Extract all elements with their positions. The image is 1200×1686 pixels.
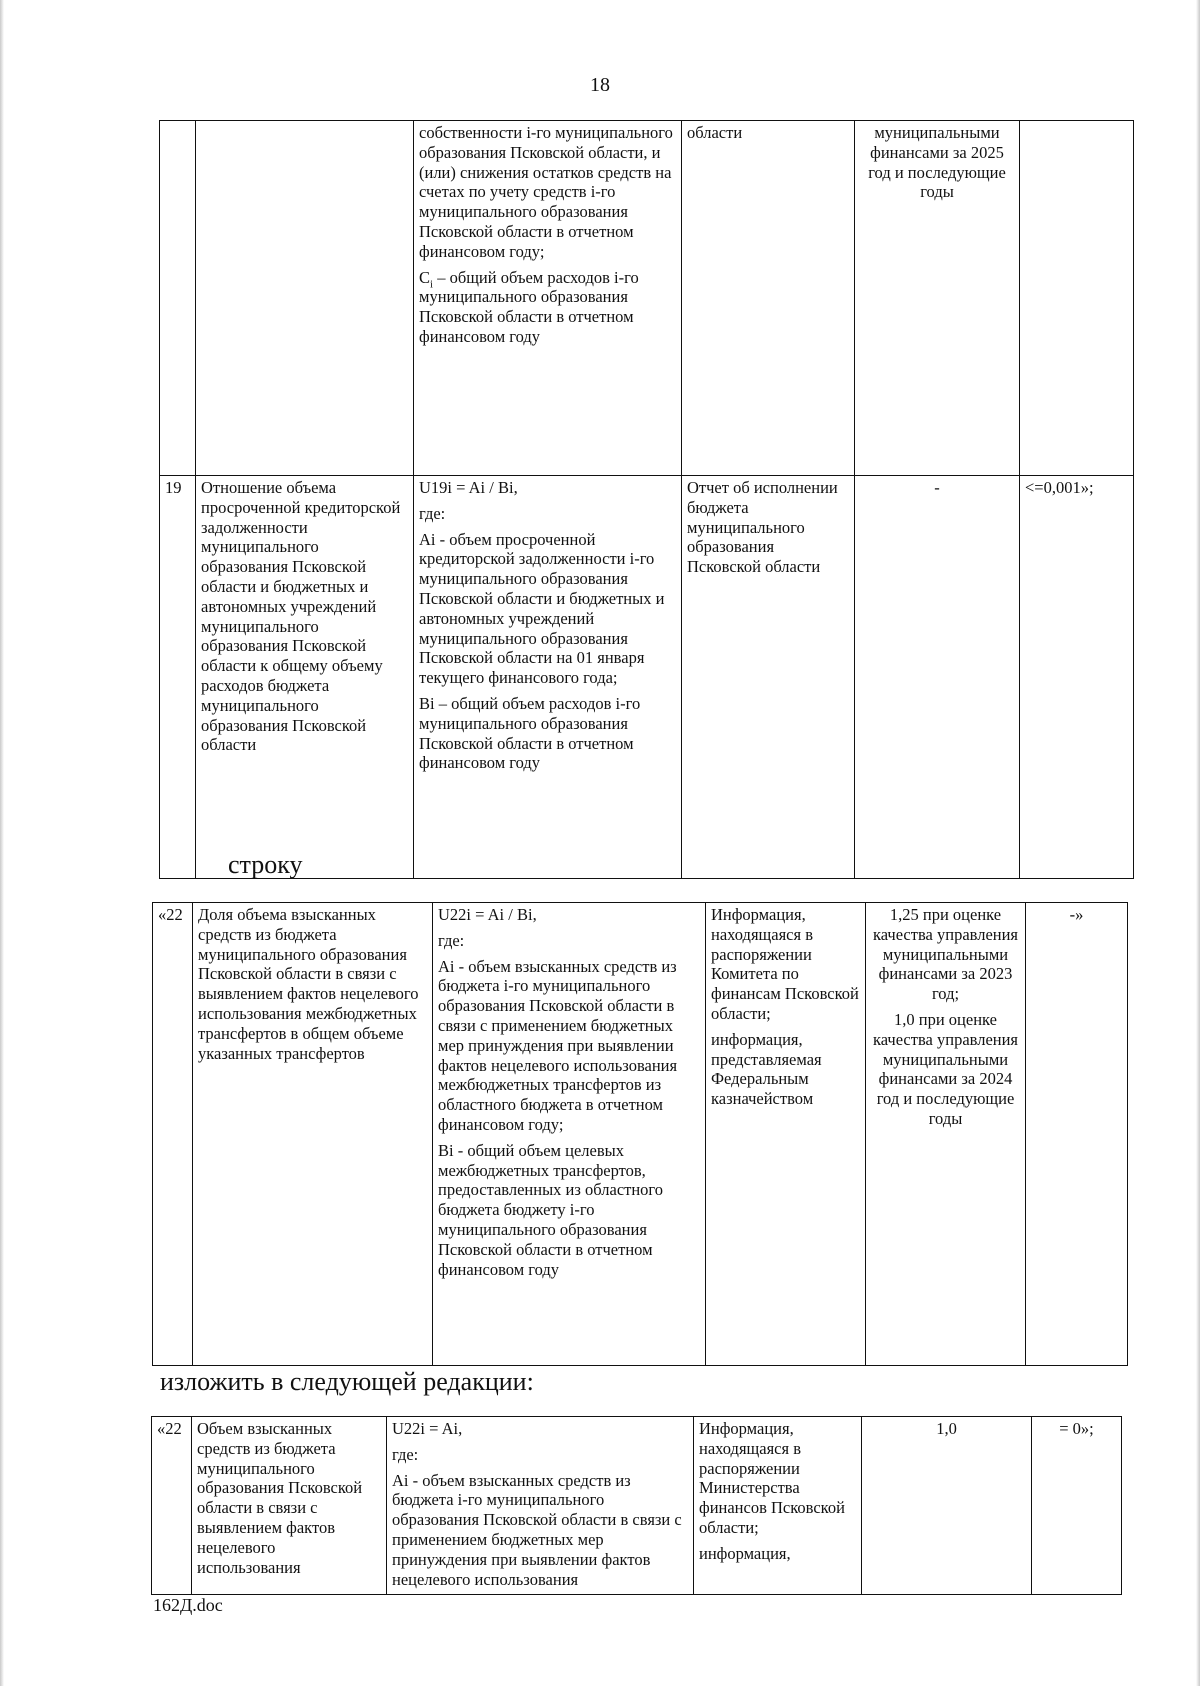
formula-a-definition: Ai - объем взысканных средств из бюджета i-го муниципального образования Псковской области в связи с применением бюджетных мер принуждения при выявлении фактов нецелевого использования: [392, 1470, 682, 1589]
value-p1: 1,25 при оценке качества управления муниципальными финансами за 2023 год;: [872, 905, 1019, 1004]
table-row-19: [160, 476, 1134, 879]
cell-formula: [414, 476, 682, 879]
table-row-continuation: [160, 121, 1134, 476]
table-row-22-old: [153, 903, 1128, 1366]
table-row-22-new: [152, 1417, 1122, 1595]
cell-value: [866, 903, 1026, 1366]
scan-edge-left: [0, 0, 4, 1686]
formula-definition: [419, 268, 676, 347]
page-number: 18: [590, 74, 610, 96]
cell-target: -»: [1026, 903, 1128, 1366]
cell-target: = 0»;: [1032, 1417, 1122, 1595]
cell-target: <=0,001»;: [1020, 476, 1134, 879]
source-p1: Информация, находящаяся в распоряжении Комитета по финансам Псковской области;: [711, 905, 859, 1023]
cell-num: «22: [152, 1417, 192, 1595]
cell-value: 1,0: [862, 1417, 1032, 1595]
cell-source: области: [682, 121, 855, 476]
cell-num: [160, 121, 196, 476]
formula-b-definition: Bi – общий объем расходов i-го муниципального образования Псковской области в отчетном финансовом году: [419, 693, 641, 773]
cell-name: Объем взысканных средств из бюджета муниципального образования Псковской области в связи с выявлением фактов нецелевого использования: [192, 1417, 387, 1595]
heading-stroku: строку: [228, 850, 303, 879]
scan-edge-right: [1196, 0, 1200, 1686]
cell-target: [1020, 121, 1134, 476]
source-p2: информация,: [699, 1543, 791, 1563]
source-p2: информация, представляемая Федеральным казначейством: [711, 1029, 822, 1109]
cell-formula: [387, 1417, 694, 1595]
formula-text: собственности i-го муниципального образования Псковской области, и (или) снижения остатков средств на счетах по учету средств i-го муниципального образования Псковской области в отчетном финансовом году;: [419, 123, 673, 261]
value-p2: 1,0 при оценке качества управления муниципальными финансами за 2024 год и последующие годы: [872, 1009, 1019, 1128]
formula-main: U19i = Ai / Bi,: [419, 478, 518, 497]
table-new-row-22: [151, 1416, 1122, 1595]
cell-formula: [433, 903, 706, 1366]
heading-edit: изложить в следующей редакции:: [160, 1367, 534, 1396]
cell-value: муниципальными финансами за 2025 год и последующие годы: [855, 121, 1020, 476]
cell-name: Отношение объема просроченной кредиторской задолженности муниципального образования Псковской области и бюджетных и автономных учреждений муниципального образования Псковской области к общему объему расходов бюджета муниципального образования Псковской области: [196, 476, 414, 879]
table-existing-rows: [159, 120, 1134, 879]
formula-a-definition: Ai - объем взысканных средств из бюджета i-го муниципального образования Псковской области в связи с применением бюджетных мер принуждения при выявлении фактов нецелевого использования межбюджетных трансфертов из областного бюджета в отчетном финансовом году;: [438, 956, 678, 1134]
formula-where: где:: [419, 503, 446, 523]
footer-filename: 162Д.doc: [153, 1595, 223, 1615]
cell-name: [196, 121, 414, 476]
formula-where: где:: [438, 930, 465, 950]
cell-name: Доля объема взысканных средств из бюджета муниципального образования Псковской области в связи с выявлением фактов нецелевого использования межбюджетных трансфертов в общем объеме указанных трансфертов: [193, 903, 433, 1366]
cell-num: «22: [153, 903, 193, 1366]
formula-main: U22i = Ai / Bi,: [438, 905, 537, 924]
cell-formula: [414, 121, 682, 476]
variable-c: C: [419, 267, 431, 287]
variable-subscript: i: [430, 277, 434, 290]
formula-a-definition: Ai - объем просроченной кредиторской задолженности i-го муниципального образования Псковской области и бюджетных и автономных учреждений муниципального образования Псковской области на 01 января текущего финансового года;: [419, 529, 665, 688]
table-old-row-22: [152, 902, 1128, 1366]
cell-source: [706, 903, 866, 1366]
source-p1: Информация, находящаяся в распоряжении Министерства финансов Псковской области;: [699, 1419, 845, 1537]
cell-source: Отчет об исполнении бюджета муниципального образования Псковской области: [682, 476, 855, 879]
cell-source: [694, 1417, 862, 1595]
definition-text: – общий объем расходов i-го муниципального образования Псковской области в отчетном финансовом году: [419, 267, 639, 346]
cell-value: -: [855, 476, 1020, 879]
cell-num: 19: [160, 476, 196, 879]
formula-b-definition: Bi - общий объем целевых межбюджетных трансфертов, предоставленных из областного бюджета бюджету i-го муниципального образования Псковской области в отчетном финансовом году: [438, 1140, 664, 1279]
formula-where: где:: [392, 1444, 419, 1464]
formula-main: U22i = Ai,: [392, 1419, 463, 1438]
